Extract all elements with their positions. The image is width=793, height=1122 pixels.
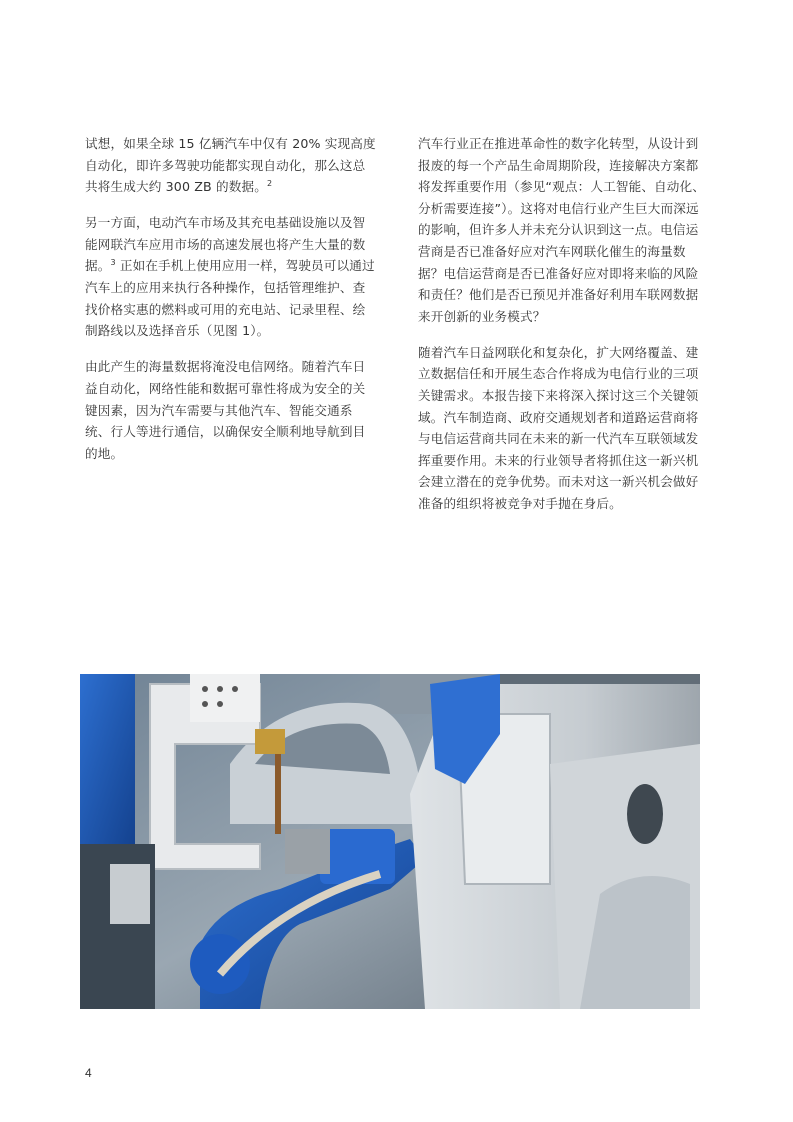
paragraph-text: 随着汽车日益网联化和复杂化，扩大网络覆盖、建立数据信任和开展生态合作将成为电信行业的三项关键需求。本报告接下来将深入探讨这三个关键领域。汽车制造商、政府交通规划者和道路运营商将与电信运营商共同在未来的新一代汽车互联领域发挥重要作用。未来的行业领导者将抓住这一新兴机会建立潜在的竞争优势。而未对这一新兴机会做好准备的组织将被竞争对手抛在身后。 — [418, 344, 699, 511]
right-text-column — [418, 133, 710, 529]
paragraph-ev-market — [85, 212, 377, 342]
paragraph-network-impact — [85, 356, 377, 464]
paragraph-data-volume — [85, 133, 377, 198]
car-factory-robot-arms-photo — [80, 674, 700, 1009]
paragraph-text: 另一方面，电动汽车市场及其充电基础设施以及智能网联汽车应用市场的高速发展也将产生大量的数据。 — [85, 215, 366, 274]
paragraph-three-needs — [418, 342, 710, 515]
page-number: 4 — [85, 1066, 92, 1080]
footnote-ref-3[interactable]: 3 — [110, 258, 116, 268]
paragraph-text: 试想，如果全球 15 亿辆汽车中仅有 20% 实现高度自动化，即许多驾驶功能都实现自动化，那么这总共将生成大约 300 ZB 的数据。 — [85, 136, 376, 195]
paragraph-digital-transformation — [418, 133, 710, 327]
paragraph-text: 汽车行业正在推进革命性的数字化转型，从设计到报废的每一个产品生命周期阶段，连接解决方案都将发挥重要作用（参见“观点：人工智能、自动化、分析需要连接”）。这将对电信行业产生巨大而深远的影响，但许多人并未充分认识到这一点。电信运营商是否已准备好应对汽车网联化催生的海量数据？电信运营商是否已准备好应对即将来临的风险和责任？他们是否已预见并准备好利用车联网数据来开创新的业务模式？ — [418, 136, 706, 324]
paragraph-text: 由此产生的海量数据将淹没电信网络。随着汽车日益自动化，网络性能和数据可靠性将成为安全的关键因素，因为汽车需要与其他汽车、智能交通系统、行人等进行通信，以确保安全顺利地导航到目的地。 — [85, 359, 366, 461]
paragraph-text-continued: 正如在手机上使用应用一样，驾驶员可以通过汽车上的应用来执行各种操作，包括管理维护、查找价格实惠的燃料或可用的充电站、记录里程、绘制路线以及选择音乐（见图 1）。 — [85, 258, 375, 339]
footnote-ref-2[interactable]: 2 — [266, 179, 273, 188]
left-text-column — [85, 133, 377, 479]
